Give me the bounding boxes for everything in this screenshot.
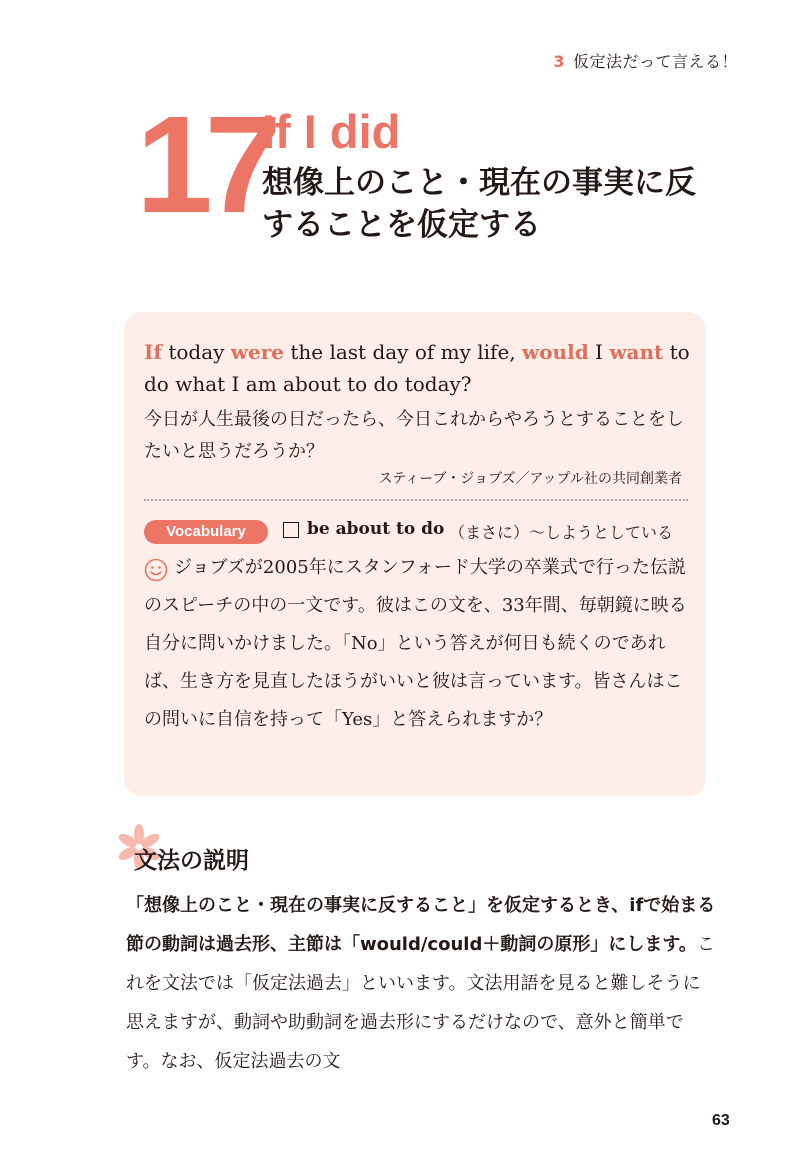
quote-box [124,312,706,796]
dotted-divider [144,499,688,501]
quote-source: スティーブ・ジョブズ／アップル社の共同創業者 [378,471,682,487]
quote-english [144,336,696,400]
page-number: 63 [712,1112,730,1129]
quote-keyword-would: would [522,340,589,364]
vocabulary-row [144,518,704,546]
body-text-emphasis: 「想像上のこと・現在の事実に反すること」を仮定するとき、ifで始まる節の動詞は過去形、主節は「would/could＋動詞の原形」にします。 [126,895,716,955]
lesson-title-ja: 想像上のこと・現在の事実に反することを仮定する [262,165,696,243]
quote-text: the last day of my life, [284,340,522,364]
chapter-title: 仮定法だって言える！ [572,52,738,71]
vocabulary-meaning: （まさに）～しようとしている [449,523,674,542]
lesson-number: 17 [136,88,274,242]
chapter-number: 3 [553,52,565,71]
quote-text: to do what I am about to do today? [144,340,690,396]
quote-text: today [161,340,231,364]
quote-keyword-were: were [230,340,284,364]
body-text [126,886,716,1081]
running-header [553,49,738,72]
commentary-text: ジョブズが2005年にスタンフォード大学の卒業式で行った伝説のスピーチの中の一文です。彼はこの文を、33年間、毎朝鏡に映る自分に問いかけました。「No」という答えが何日も続くのであれば、生き方を見直したほうがいいと彼は言っています。皆さんはこの問いに自信を持って「Yes」と答えられますか？ [144,557,687,730]
checkbox-icon [283,522,299,538]
quote-keyword-if: If [144,340,162,364]
vocabulary-term: be about to do [307,519,445,539]
quote-japanese: 今日が人生最後の日だったら、今日これからやろうとすることをしたいと思うだろうか？ [144,409,684,462]
section-heading: 文法の説明 [134,848,249,874]
vocabulary-badge: Vocabulary [144,520,268,544]
quote-keyword-want: want [609,340,664,364]
quote-text: I [588,340,610,364]
body-text-rest: これを文法では「仮定法過去」といいます。文法用語を見ると難しそうに思えますが、動詞や助動詞を過去形にするだけなので、意外と簡単です。なお、仮定法過去の文 [126,934,715,1072]
lesson-title-en: If I did [262,105,401,158]
